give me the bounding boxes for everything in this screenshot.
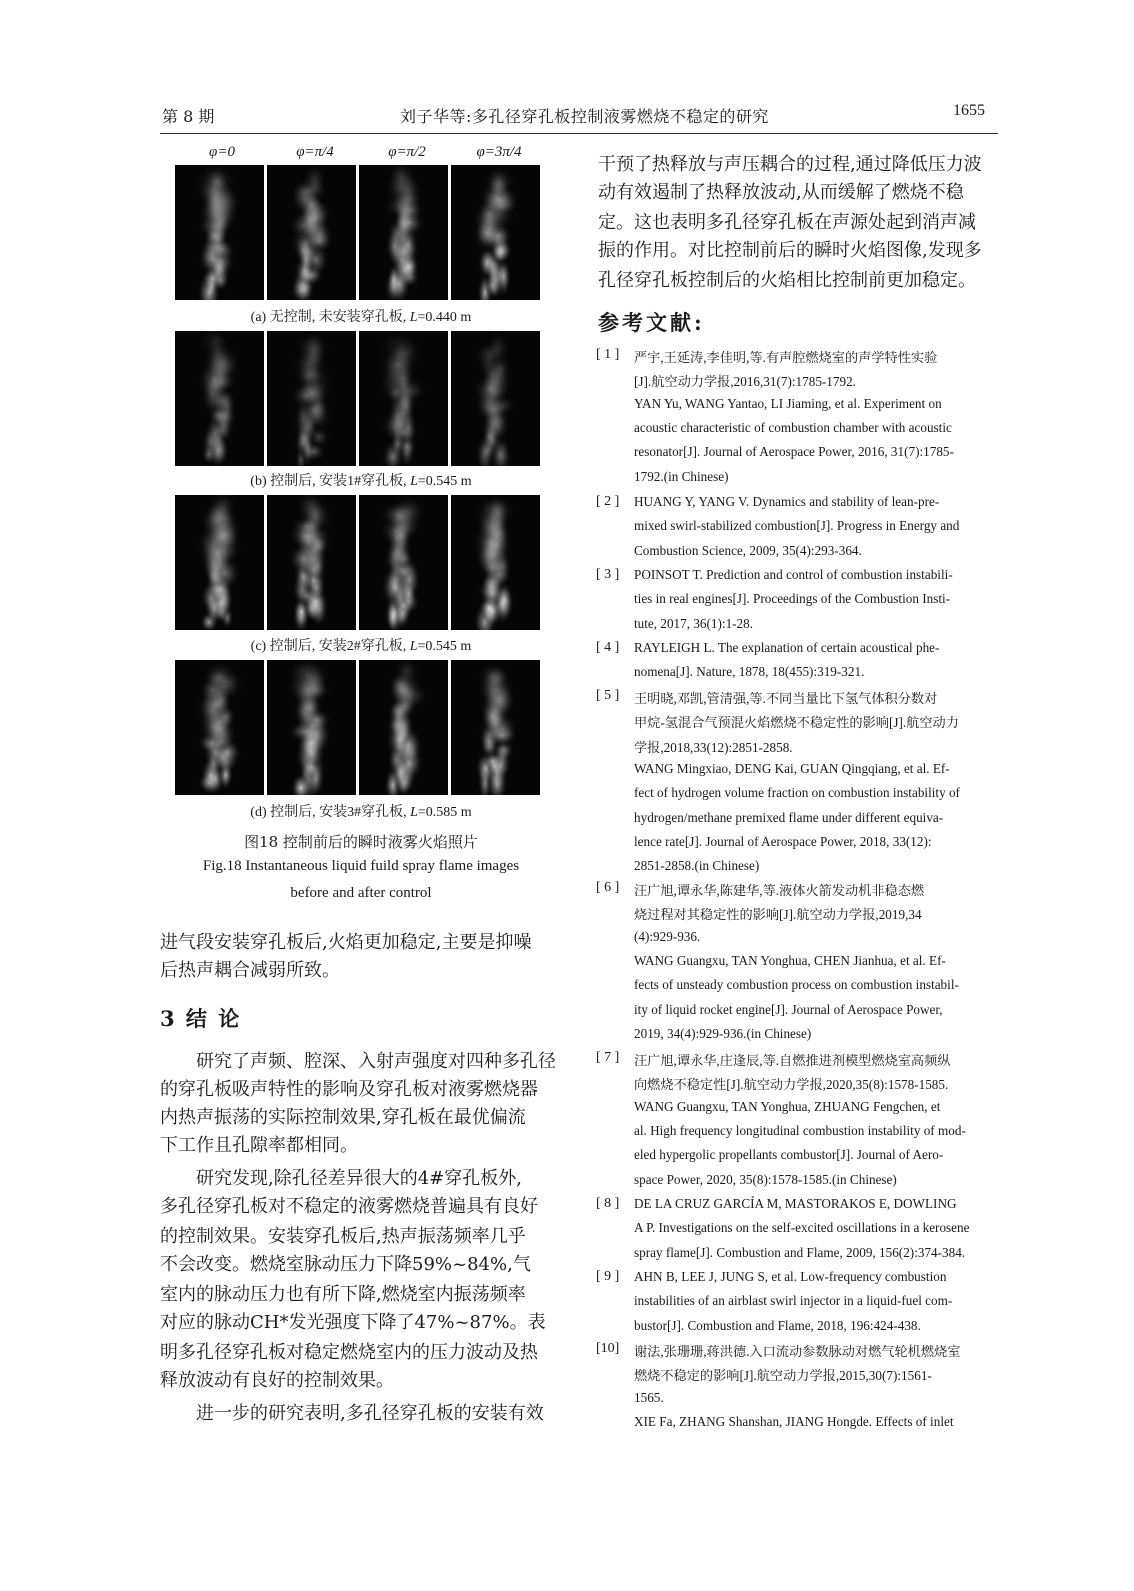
reference-number: [ 6 ] xyxy=(596,880,620,895)
body-line: 多孔径穿孔板对不稳定的液雾燃烧普遍具有良好 xyxy=(160,1196,538,1217)
references-title: 参考文献: xyxy=(598,310,705,335)
body-line: 进气段安装穿孔板后,火焰更加稳定,主要是抑噪 xyxy=(160,932,532,953)
flame-image xyxy=(175,165,264,300)
reference-line: XIE Fa, ZHANG Shanshan, JIANG Hongde. Effects of inlet xyxy=(634,1413,954,1429)
figure-caption-en: Fig.18 Instantaneous liquid fuild spray flame images xyxy=(202,858,520,874)
reference-line: 向燃烧不稳定性[J].航空动力学报,2020,35(8):1578-1585. xyxy=(634,1077,949,1093)
reference-line: 甲烷-氢混合气预混火焰燃烧不稳定性的影响[J].航空动力 xyxy=(634,715,959,731)
reference-line: WANG Guangxu, TAN Yonghua, CHEN Jianhua, et al. Ef- xyxy=(634,952,946,968)
page-number: 1655 xyxy=(953,102,985,119)
reference-line: 2019, 34(4):929-936.(in Chinese) xyxy=(634,1025,812,1041)
body-line: 的穿孔板吸声特性的影响及穿孔板对液雾燃烧器 xyxy=(160,1079,538,1100)
reference-line: HUANG Y, YANG V. Dynamics and stability of lean-pre- xyxy=(634,494,940,509)
reference-line: 谢法,张珊珊,蒋洪德.入口流动参数脉动对燃气轮机燃烧室 xyxy=(634,1344,961,1359)
reference-number: [ 2 ] xyxy=(596,494,620,509)
reference-number: [ 8 ] xyxy=(596,1196,620,1211)
body-line: 动有效遏制了热释放波动,从而缓解了燃烧不稳 xyxy=(598,182,964,203)
body-line: 明多孔径穿孔板对稳定燃烧室内的压力波动及热 xyxy=(160,1342,538,1363)
reference-line: tute, 2017, 36(1):1-28. xyxy=(634,615,754,631)
reference-line: space Power, 2020, 35(8):1578-1585.(in Chinese) xyxy=(634,1171,897,1187)
reference-line: ties in real engines[J]. Proceedings of the Combustion Insti- xyxy=(634,591,951,607)
body-line: 释放波动有良好的控制效果。 xyxy=(160,1370,394,1391)
reference-line: spray flame[J]. Combustion and Flame, 2009, 156(2):374-384. xyxy=(634,1244,966,1260)
reference-line: 2851-2858.(in Chinese) xyxy=(634,858,760,874)
figure-18 xyxy=(160,144,562,914)
running-header-title: 刘子华等:多孔径穿孔板控制液雾燃烧不稳定的研究 xyxy=(400,107,769,126)
subcaption-a: (a) 无控制, 未安装穿孔板, L=0.440 m xyxy=(250,310,472,325)
flame-image xyxy=(267,495,356,630)
flame-image xyxy=(359,660,448,795)
body-line: 定。这也表明多孔径穿孔板在声源处起到消声减 xyxy=(598,212,976,233)
flame-image xyxy=(451,331,540,466)
reference-line: 1792.(in Chinese) xyxy=(634,468,729,484)
body-line: 下工作且孔隙率都相同。 xyxy=(160,1135,358,1156)
phase-label: φ=π/2 xyxy=(388,144,426,160)
flame-image xyxy=(267,331,356,466)
reference-line: fect of hydrogen volume fraction on combustion instability of xyxy=(634,785,960,801)
reference-line: lence rate[J]. Journal of Aerospace Power, 2018, 33(12): xyxy=(634,833,932,849)
subcaption-c: (c) 控制后, 安装2#穿孔板, L=0.545 m xyxy=(250,639,472,654)
reference-line: AHN B, LEE J, JUNG S, et al. Low-frequency combustion xyxy=(634,1269,947,1284)
flame-image xyxy=(451,495,540,630)
reference-line: A P. Investigations on the self-excited oscillations in a kerosene xyxy=(634,1220,970,1236)
reference-line: (4):929-936. xyxy=(634,928,701,944)
body-line: 进一步的研究表明,多孔径穿孔板的安装有效 xyxy=(160,1403,544,1424)
reference-line: 严宇,王延涛,李佳明,等.有声腔燃烧室的声学特性实验 xyxy=(634,350,938,365)
flame-image xyxy=(451,165,540,300)
reference-line: eled hypergolic propellants combustor[J]. Journal of Aero- xyxy=(634,1147,944,1163)
flame-image xyxy=(267,165,356,300)
body-line: 研究了声频、腔深、入射声强度对四种多孔径 xyxy=(160,1051,556,1072)
flame-row-d xyxy=(175,660,540,795)
reference-line: WANG Guangxu, TAN Yonghua, ZHUANG Fengchen, et xyxy=(634,1098,941,1114)
subcaption-d: (d) 控制后, 安装3#穿孔板, L=0.585 m xyxy=(250,805,472,820)
phase-label: φ=3π/4 xyxy=(476,144,522,160)
flame-image xyxy=(359,495,448,630)
body-line: 干预了热释放与声压耦合的过程,通过降低压力波 xyxy=(598,154,982,175)
figure-caption-zh: 图18 控制前后的瞬时液雾火焰照片 xyxy=(244,833,478,851)
body-line: 孔径穿孔板控制后的火焰相比控制前更加稳定。 xyxy=(598,270,976,291)
reference-line: nomena[J]. Nature, 1878, 18(455):319-321. xyxy=(634,664,865,680)
flame-image xyxy=(451,660,540,795)
flame-row-b xyxy=(175,331,540,466)
reference-line: DE LA CRUZ GARCÍA M, MASTORAKOS E, DOWLING xyxy=(634,1196,957,1211)
reference-line: WANG Mingxiao, DENG Kai, GUAN Qingqiang, et al. Ef- xyxy=(634,760,950,776)
flame-row-c xyxy=(175,495,540,630)
body-line: 振的作用。对比控制前后的瞬时火焰图像,发现多 xyxy=(598,240,982,261)
reference-number: [ 3 ] xyxy=(596,567,620,582)
running-header-issue: 第 8 期 xyxy=(162,107,215,126)
reference-line: 汪广旭,谭永华,庄逢辰,等.自燃推进剂模型燃烧室高频纵 xyxy=(634,1053,951,1068)
flame-image xyxy=(267,660,356,795)
reference-line: YAN Yu, WANG Yantao, LI Jiaming, et al. Experiment on xyxy=(634,395,942,411)
reference-line: resonator[J]. Journal of Aerospace Power, 2016, 31(7):1785- xyxy=(634,444,954,460)
body-line: 室内的脉动压力也有所下降,燃烧室内振荡频率 xyxy=(160,1284,526,1305)
body-line: 对应的脉动CH*发光强度下降了47%~87%。表 xyxy=(160,1312,546,1333)
body-line: 研究发现,除孔径差异很大的4#穿孔板外, xyxy=(160,1168,522,1189)
flame-image xyxy=(359,331,448,466)
phase-label: φ=0 xyxy=(209,144,235,160)
reference-line: 燃烧不稳定的影响[J].航空动力学报,2015,30(7):1561- xyxy=(634,1368,932,1384)
reference-number: [ 7 ] xyxy=(596,1050,620,1065)
reference-line: POINSOT T. Prediction and control of combustion instabili- xyxy=(634,567,953,582)
reference-line: 1565. xyxy=(634,1389,664,1405)
flame-row-a xyxy=(175,165,540,300)
reference-line: 烧过程对其稳定性的影响[J].航空动力学报,2019,34 xyxy=(634,907,922,923)
flame-image xyxy=(175,331,264,466)
reference-number: [ 9 ] xyxy=(596,1269,620,1284)
phase-label: φ=π/4 xyxy=(296,144,334,160)
reference-line: [J].航空动力学报,2016,31(7):1785-1792. xyxy=(634,374,856,390)
subcaption-b: (b) 控制后, 安装1#穿孔板, L=0.545 m xyxy=(250,474,472,489)
header-rule xyxy=(160,133,998,134)
reference-number: [10] xyxy=(596,1341,620,1356)
reference-line: 汪广旭,谭永华,陈建华,等.液体火箭发动机非稳态燃 xyxy=(634,883,925,898)
reference-line: ity of liquid rocket engine[J]. Journal of Aerospace Power, xyxy=(634,1001,943,1017)
reference-line: RAYLEIGH L. The explanation of certain acoustical phe- xyxy=(634,640,940,655)
body-line: 后热声耦合减弱所致。 xyxy=(160,960,340,981)
reference-line: 王明晓,邓凯,管清强,等.不同当量比下氢气体积分数对 xyxy=(634,691,938,706)
reference-line: 学报,2018,33(12):2851-2858. xyxy=(634,739,793,755)
reference-line: bustor[J]. Combustion and Flame, 2018, 196:424-438. xyxy=(634,1317,921,1333)
body-line: 的控制效果。安装穿孔板后,热声振荡频率几乎 xyxy=(160,1226,526,1247)
reference-line: acoustic characteristic of combustion chamber with acoustic xyxy=(634,419,952,435)
reference-line: mixed swirl-stabilized combustion[J]. Progress in Energy and xyxy=(634,518,960,534)
reference-line: hydrogen/methane premixed flame under different equiva- xyxy=(634,809,944,825)
flame-image xyxy=(175,660,264,795)
reference-number: [ 1 ] xyxy=(596,347,620,362)
flame-image xyxy=(359,165,448,300)
figure-caption-en: before and after control xyxy=(290,885,432,901)
reference-line: al. High frequency longitudinal combustion instability of mod- xyxy=(634,1122,966,1138)
reference-number: [ 5 ] xyxy=(596,688,620,703)
reference-line: fects of unsteady combustion process on combustion instabil- xyxy=(634,977,959,993)
section-title: 3 结 论 xyxy=(160,1006,242,1031)
reference-line: Combustion Science, 2009, 35(4):293-364. xyxy=(634,542,862,558)
body-line: 内热声振荡的实际控制效果,穿孔板在最优偏流 xyxy=(160,1107,526,1128)
flame-image xyxy=(175,495,264,630)
reference-number: [ 4 ] xyxy=(596,640,620,655)
body-line: 不会改变。燃烧室脉动压力下降59%~84%,气 xyxy=(160,1254,531,1275)
reference-line: instabilities of an airblast swirl injector in a liquid-fuel com- xyxy=(634,1293,953,1309)
